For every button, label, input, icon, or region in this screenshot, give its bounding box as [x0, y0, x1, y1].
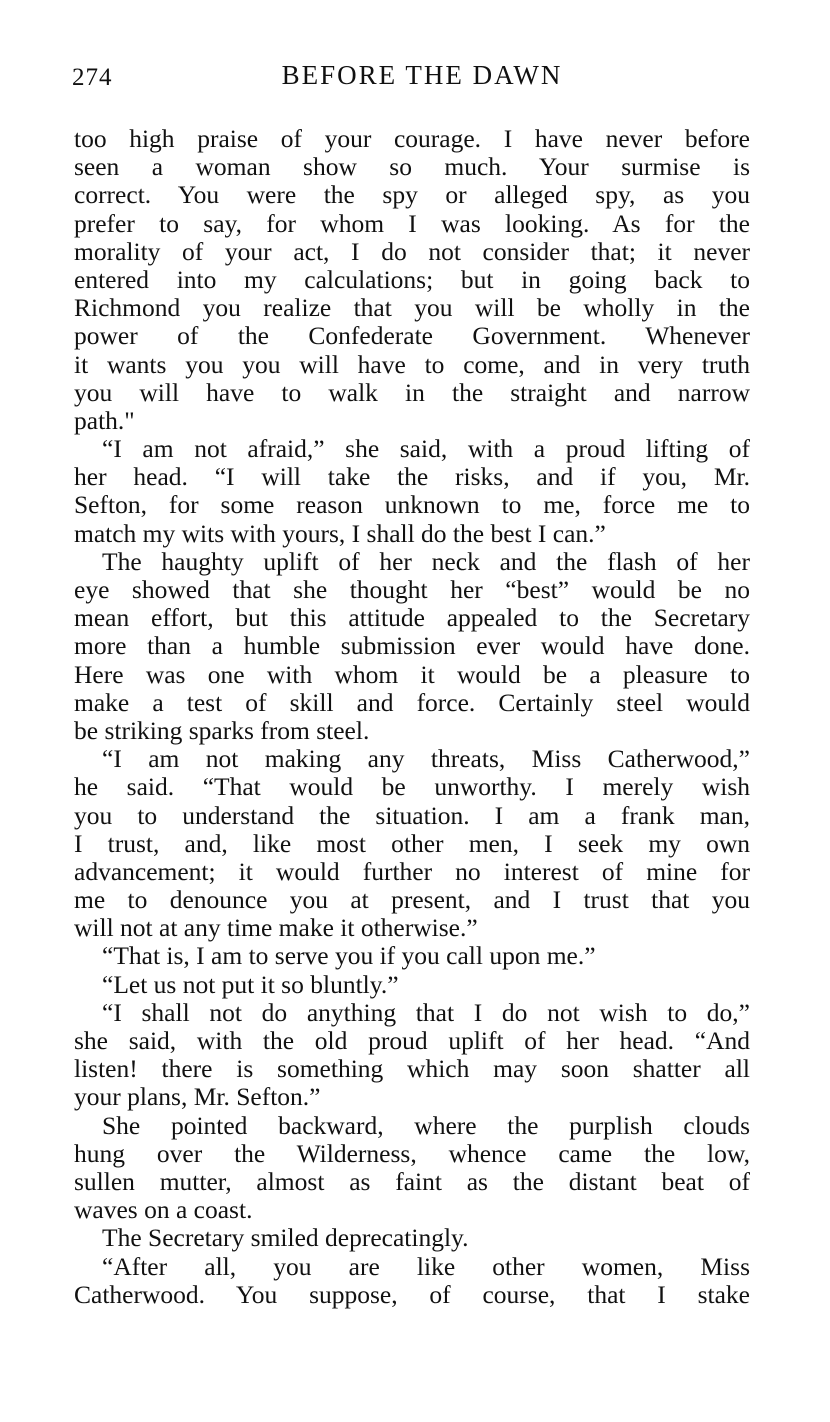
text-line: you to understand the situation. I am a frank man,	[74, 801, 750, 830]
text-line: it wants you you will have to come, and in very truth	[74, 350, 750, 379]
text-line: too high praise of your courage. I have never before	[74, 125, 750, 153]
text-line: will not at any time make it otherwise.”	[74, 914, 478, 943]
text-line: Richmond you realize that you will be wholly in the	[74, 294, 750, 323]
text-line: “I am not making any threats, Miss Catherwood,”	[102, 745, 750, 774]
page-header	[72, 60, 752, 96]
text-line: “That is, I am to serve you if you call upon me.”	[102, 942, 596, 971]
text-line: hung over the Wilderness, whence came the low,	[74, 1139, 750, 1168]
text-line: Catherwood. You suppose, of course, that I stake	[74, 1280, 750, 1309]
text-line: mean effort, but this attitude appealed to the Secretary	[74, 604, 750, 633]
text-line: prefer to say, for whom I was looking. As for the	[74, 209, 750, 238]
text-line: Sefton, for some reason unknown to me, force me to	[74, 491, 750, 520]
text-line: “After all, you are like other women, Miss	[102, 1252, 750, 1281]
page-number: 274	[72, 64, 113, 91]
text-line: She pointed backward, where the purplish clouds	[102, 1111, 750, 1140]
text-line: morality of your act, I do not consider that; it never	[74, 237, 750, 266]
text-line: eye showed that she thought her “best” would be no	[74, 576, 750, 604]
text-line: more than a humble submission ever would have done.	[74, 632, 750, 661]
text-line: “I shall not do anything that I do not wish to do,”	[102, 998, 750, 1027]
text-line: she said, with the old proud uplift of her head. “And	[74, 1027, 750, 1055]
text-line: correct. You were the spy or alleged spy, as you	[74, 181, 750, 210]
text-line: entered into my calculations; but in going back to	[74, 265, 750, 294]
text-line: listen! there is something which may soon shatter all	[74, 1055, 750, 1084]
text-line: your plans, Mr. Sefton.”	[74, 1083, 321, 1112]
text-line: The Secretary smiled deprecatingly.	[102, 1224, 469, 1253]
text-line: The haughty uplift of her neck and the flash of her	[102, 547, 750, 576]
text-line: you will have to walk in the straight and narrow	[74, 378, 750, 407]
text-line: advancement; it would further no interest of mine for	[74, 857, 750, 886]
body-text	[74, 125, 750, 1309]
text-line: make a test of skill and force. Certainly steel would	[74, 688, 750, 717]
text-line: path."	[74, 406, 135, 435]
text-line: seen a woman show so much. Your surmise is	[74, 153, 750, 182]
running-head: BEFORE THE DAWN	[281, 60, 563, 90]
text-line: Here was one with whom it would be a pleasure to	[74, 660, 750, 689]
text-line: he said. “That would be unworthy. I merely wish	[74, 773, 750, 802]
text-line: “Let us not put it so bluntly.”	[102, 970, 399, 999]
text-line: her head. “I will take the risks, and if you, Mr.	[74, 463, 750, 492]
text-line: match my wits with yours, I shall do the best I can.”	[74, 519, 606, 548]
text-line: I trust, and, like most other men, I seek my own	[74, 829, 750, 858]
text-line: be striking sparks from steel.	[74, 716, 370, 745]
text-line: power of the Confederate Government. Whenever	[74, 322, 750, 351]
text-line: me to denounce you at present, and I trust that you	[74, 886, 750, 915]
text-line: “I am not afraid,” she said, with a proud lifting of	[102, 435, 750, 464]
text-line: sullen mutter, almost as faint as the distant beat of	[74, 1167, 750, 1196]
text-line: waves on a coast.	[74, 1196, 253, 1225]
